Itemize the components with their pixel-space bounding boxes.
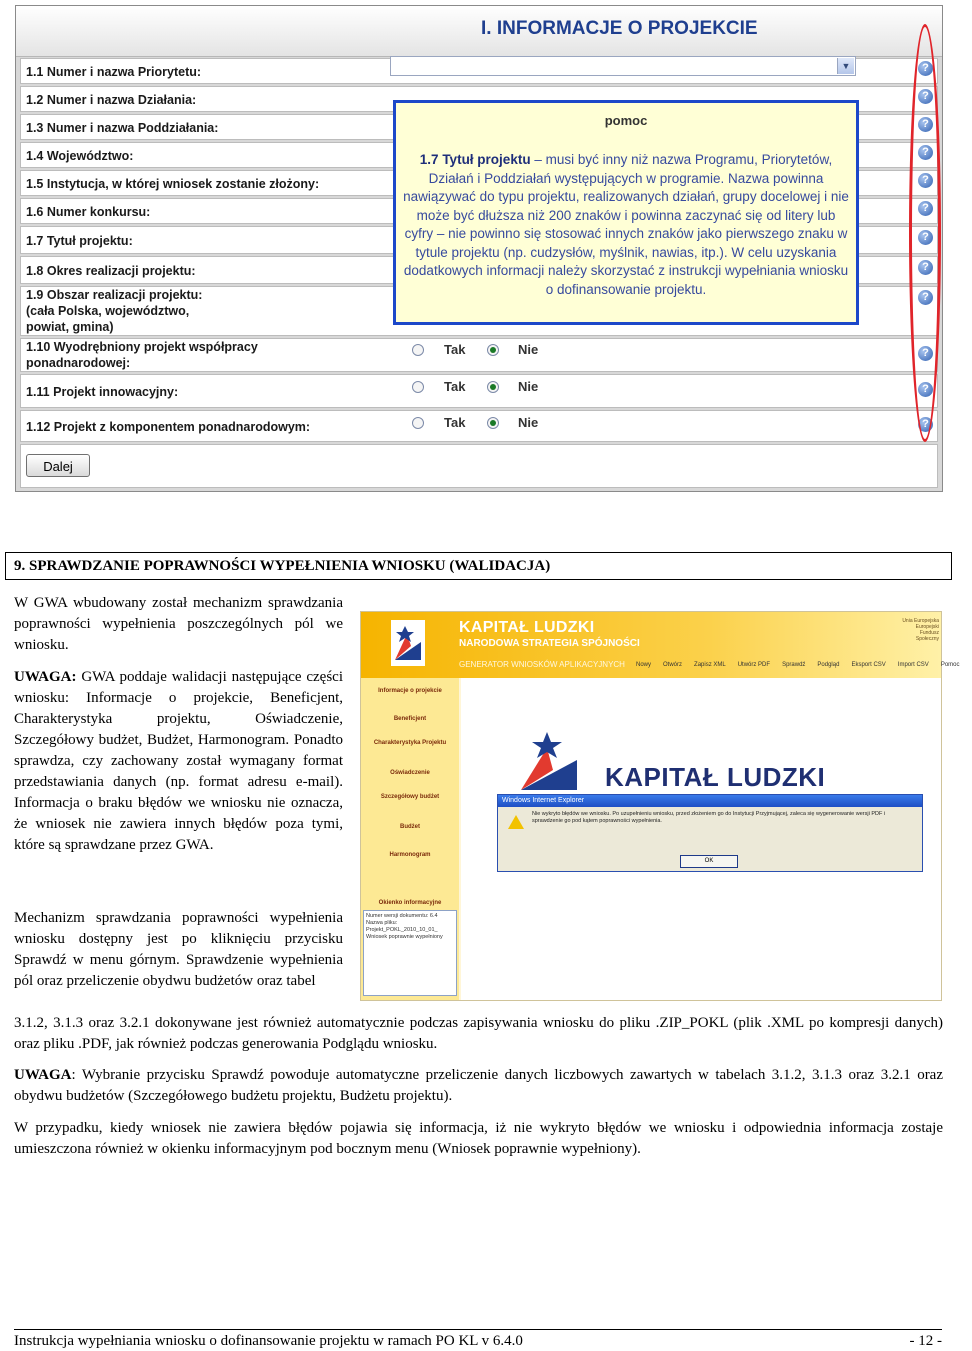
menu-item[interactable]: Eksport CSV	[851, 662, 886, 668]
menu-item[interactable]: Podgląd	[817, 662, 840, 668]
form-row	[20, 338, 938, 372]
row-label: 1.12 Projekt z komponentem ponadnarodowym:	[26, 420, 311, 434]
form-title: I. INFORMACJE O PROJEKCIE	[481, 18, 758, 39]
row-label: 1.1 Numer i nazwa Priorytetu:	[26, 65, 202, 79]
popup-title: pomoc	[604, 113, 648, 128]
page-number: - 12 -	[909, 1333, 942, 1349]
app-banner	[361, 612, 960, 678]
section-heading-text: 9. SPRAWDZANIE POPRAWNOŚCI WYPEŁNIENIA WNIOSKU (WALIDACJA)	[14, 558, 551, 574]
paragraph-mechanism-cont: 3.1.2, 3.1.3 oraz 3.2.1 dokonywane jest również automatycznie podczas zapisywania wniosku do pliku .ZIP_POKL (plik .XML po kompresji danych) oraz pliku .PDF, jak również podczas generowania Podglądu wniosku.	[14, 1015, 943, 1052]
sidebar-item[interactable]: Harmonogram	[389, 852, 431, 858]
row-label: 1.8 Okres realizacji projektu:	[26, 264, 196, 278]
row-label: 1.10 Wyodrębniony projekt współpracy ponadnarodowej:	[26, 340, 258, 370]
help-question-icon[interactable]: ?	[918, 417, 933, 432]
help-question-icon[interactable]: ?	[918, 230, 933, 245]
radio-yes-label: Tak	[444, 415, 466, 430]
row-label: 1.5 Instytucja, w której wniosek zostanie złożony:	[26, 177, 320, 191]
sidebar-item[interactable]: Oświadczenie	[390, 770, 430, 776]
app-brand-sub2: GENERATOR WNIOSKÓW APLIKACYJNYCH	[459, 660, 625, 669]
app-main	[461, 678, 941, 1000]
sidebar-item[interactable]: Szczegółowy budżet	[380, 794, 440, 800]
app-screenshot	[360, 611, 960, 1001]
radio-no[interactable]	[487, 381, 499, 393]
radio-yes-label: Tak	[444, 342, 466, 357]
sidebar-item[interactable]: Budżet	[400, 824, 420, 830]
paragraph-note-2	[14, 1065, 943, 1107]
help-question-icon[interactable]: ?	[918, 346, 933, 361]
priority-select[interactable]	[390, 56, 856, 76]
radio-yes[interactable]	[412, 344, 424, 356]
help-question-icon[interactable]: ?	[918, 173, 933, 188]
help-question-icon[interactable]: ?	[918, 145, 933, 160]
kapital-ludzki-logo	[521, 730, 577, 794]
highlight-oval	[909, 24, 941, 442]
row-label: 1.9 Obszar realizacji projektu: (cała Polska, województwo, powiat, gmina)	[26, 288, 203, 334]
note-label: UWAGA	[14, 1067, 72, 1083]
help-question-icon[interactable]: ?	[918, 61, 933, 76]
section-heading	[5, 552, 952, 580]
app-menu	[636, 662, 972, 668]
menu-item[interactable]: Import CSV	[897, 662, 929, 668]
form-screenshot	[15, 5, 943, 492]
menu-item-check[interactable]: Sprawdź	[782, 662, 806, 668]
radio-no[interactable]	[487, 417, 499, 429]
sidebar-item[interactable]: Informacje o projekcie	[378, 688, 442, 694]
paragraph-mechanism: Mechanizm sprawdzania poprawności wypełnienia wniosku dostępny jest po kliknięciu przycisku Sprawdź w menu górnym. Sprawdzenie wypełnienia pól oraz przeliczenie obydwu budżetów oraz tabel	[14, 910, 343, 989]
paragraph-intro: W GWA wbudowany został mechanizm sprawdzania poprawności wypełnienia poszczególnych pól we wniosku.	[14, 595, 343, 653]
help-question-icon[interactable]: ?	[918, 117, 933, 132]
radio-no-label: Nie	[518, 342, 539, 357]
help-question-icon[interactable]: ?	[918, 290, 933, 305]
radio-no[interactable]	[487, 344, 499, 356]
form-row	[20, 374, 938, 408]
form-header	[16, 6, 942, 57]
paragraph-no-errors: W przypadku, kiedy wniosek nie zawiera błędów pojawia się informacja, iż nie wykryto błędów we wniosku i odpowiednia informacja zostaje umieszczona również w okienku informacyjnym pod bocznym menu (Wniosek poprawnie wypełniony).	[14, 1120, 943, 1157]
app-brand: KAPITAŁ LUDZKI	[459, 619, 595, 636]
dialog-title: Windows Internet Explorer	[498, 795, 922, 807]
eu-label: Unia Europejska Europejski Fundusz Społeczny	[902, 618, 939, 642]
alert-dialog	[497, 794, 923, 872]
radio-yes[interactable]	[412, 417, 424, 429]
form-footer-row	[20, 444, 938, 488]
info-box: Numer wersji dokumentu: 6.4 Nazwa pliku: Projekt_POKL_2010_10_01_ Wniosek poprawnie wypełniony	[363, 910, 457, 996]
radio-yes[interactable]	[412, 381, 424, 393]
help-popup	[393, 100, 859, 325]
row-label: 1.6 Numer konkursu:	[26, 205, 151, 219]
note-text: GWA poddaje walidacji następujące części wniosku: Informacje o projekcie, Beneficjent, Charakterystyka projektu, Oświadczenie, Szczegółowy budżet, Budżet, Harmonogram. Ponadto sprawdza, czy zachowany został wymagany format przedstawiania danych (np. format adresu e-mail). Informacja o braku błędów we wniosku nie oznacza, że wniosek nie zawiera innych błędów poza tymi, które są sprawdzane przez GWA.	[14, 669, 343, 853]
row-label: 1.7 Tytuł projektu:	[26, 234, 133, 248]
note-text: : Wybranie przycisku Sprawdź powoduje automatyczne przeliczenie danych liczbowych zawartych w tabelach 3.1.2, 3.1.3 oraz 3.2.1 oraz obydwu budżetów (Szczegółowego budżetu projektu, Budżetu projektu).	[14, 1067, 943, 1104]
radio-yes-label: Tak	[444, 379, 466, 394]
popup-body	[402, 151, 850, 299]
help-question-icon[interactable]: ?	[918, 260, 933, 275]
row-label: 1.11 Projekt innowacyjny:	[26, 385, 179, 399]
info-box-heading: Okienko informacyjne	[378, 900, 442, 906]
help-question-icon[interactable]: ?	[918, 382, 933, 397]
popup-lead: 1.7 Tytuł projektu	[419, 152, 531, 167]
radio-no-label: Nie	[518, 379, 539, 394]
menu-item[interactable]: Otwórz	[663, 662, 683, 668]
popup-text: – musi być inny niż nazwa Programu, Priorytetów, Działań i Poddziałań występujących w programie. Nazwa powinna nawiązywać do typu projektu, realizowanych działań, grupy docelowej i nie może być dłuższa niż 200 znaków i powinna zaczynać się od litery lub cyfry – nie powinno się stosować innych znaków jako pierwszego znaku w tytule projektu (np. cudzysłów, myślnik, nawias, itp.). W celu uzyskania dodatkowych informacji należy skorzystać z instrukcji wypełniania wniosku o dofinansowanie projektu.	[403, 152, 849, 297]
kapital-ludzki-logo	[391, 620, 425, 666]
form-row	[20, 410, 938, 442]
help-question-icon[interactable]: ?	[918, 89, 933, 104]
footer-title: Instrukcja wypełniania wniosku o dofinansowanie projektu w ramach PO KL v 6.4.0	[14, 1333, 523, 1349]
menu-item[interactable]: Zapisz XML	[694, 662, 726, 668]
note-label: UWAGA:	[14, 669, 77, 685]
paragraph-note	[14, 667, 343, 856]
main-logo-text: KAPITAŁ LUDZKI	[605, 762, 826, 792]
menu-item[interactable]: Utwórz PDF	[737, 662, 771, 668]
dialog-message: Nie wykryto błędów we wniosku. Po uzupełnieniu wniosku, przed złożeniem go do Instytucji Przyjmującej, zaleca się wygenerowanie wersji PDF i sprawdzenie go pod kątem poprawności wypełnienia.	[532, 811, 886, 824]
sidebar-item[interactable]: Charakterystyka Projektu	[373, 740, 447, 746]
sidebar-item[interactable]: Beneficjent	[393, 716, 427, 722]
app-brand-sub: NARODOWA STRATEGIA SPÓJNOŚCI	[459, 638, 640, 649]
app-sidebar	[361, 678, 459, 1000]
radio-no-label: Nie	[518, 415, 539, 430]
warning-icon	[508, 815, 524, 829]
menu-item[interactable]: Pomoc	[940, 662, 960, 668]
row-label: 1.3 Numer i nazwa Poddziałania:	[26, 121, 219, 135]
help-question-icon[interactable]: ?	[918, 201, 933, 216]
row-label: 1.2 Numer i nazwa Działania:	[26, 93, 197, 107]
row-label: 1.4 Województwo:	[26, 149, 134, 163]
next-button[interactable]: Dalej	[26, 454, 90, 477]
footer-divider	[14, 1329, 942, 1330]
chevron-down-icon[interactable]: ▼	[837, 58, 854, 74]
menu-item[interactable]: Nowy	[636, 662, 652, 668]
ok-button[interactable]: OK	[680, 855, 738, 868]
